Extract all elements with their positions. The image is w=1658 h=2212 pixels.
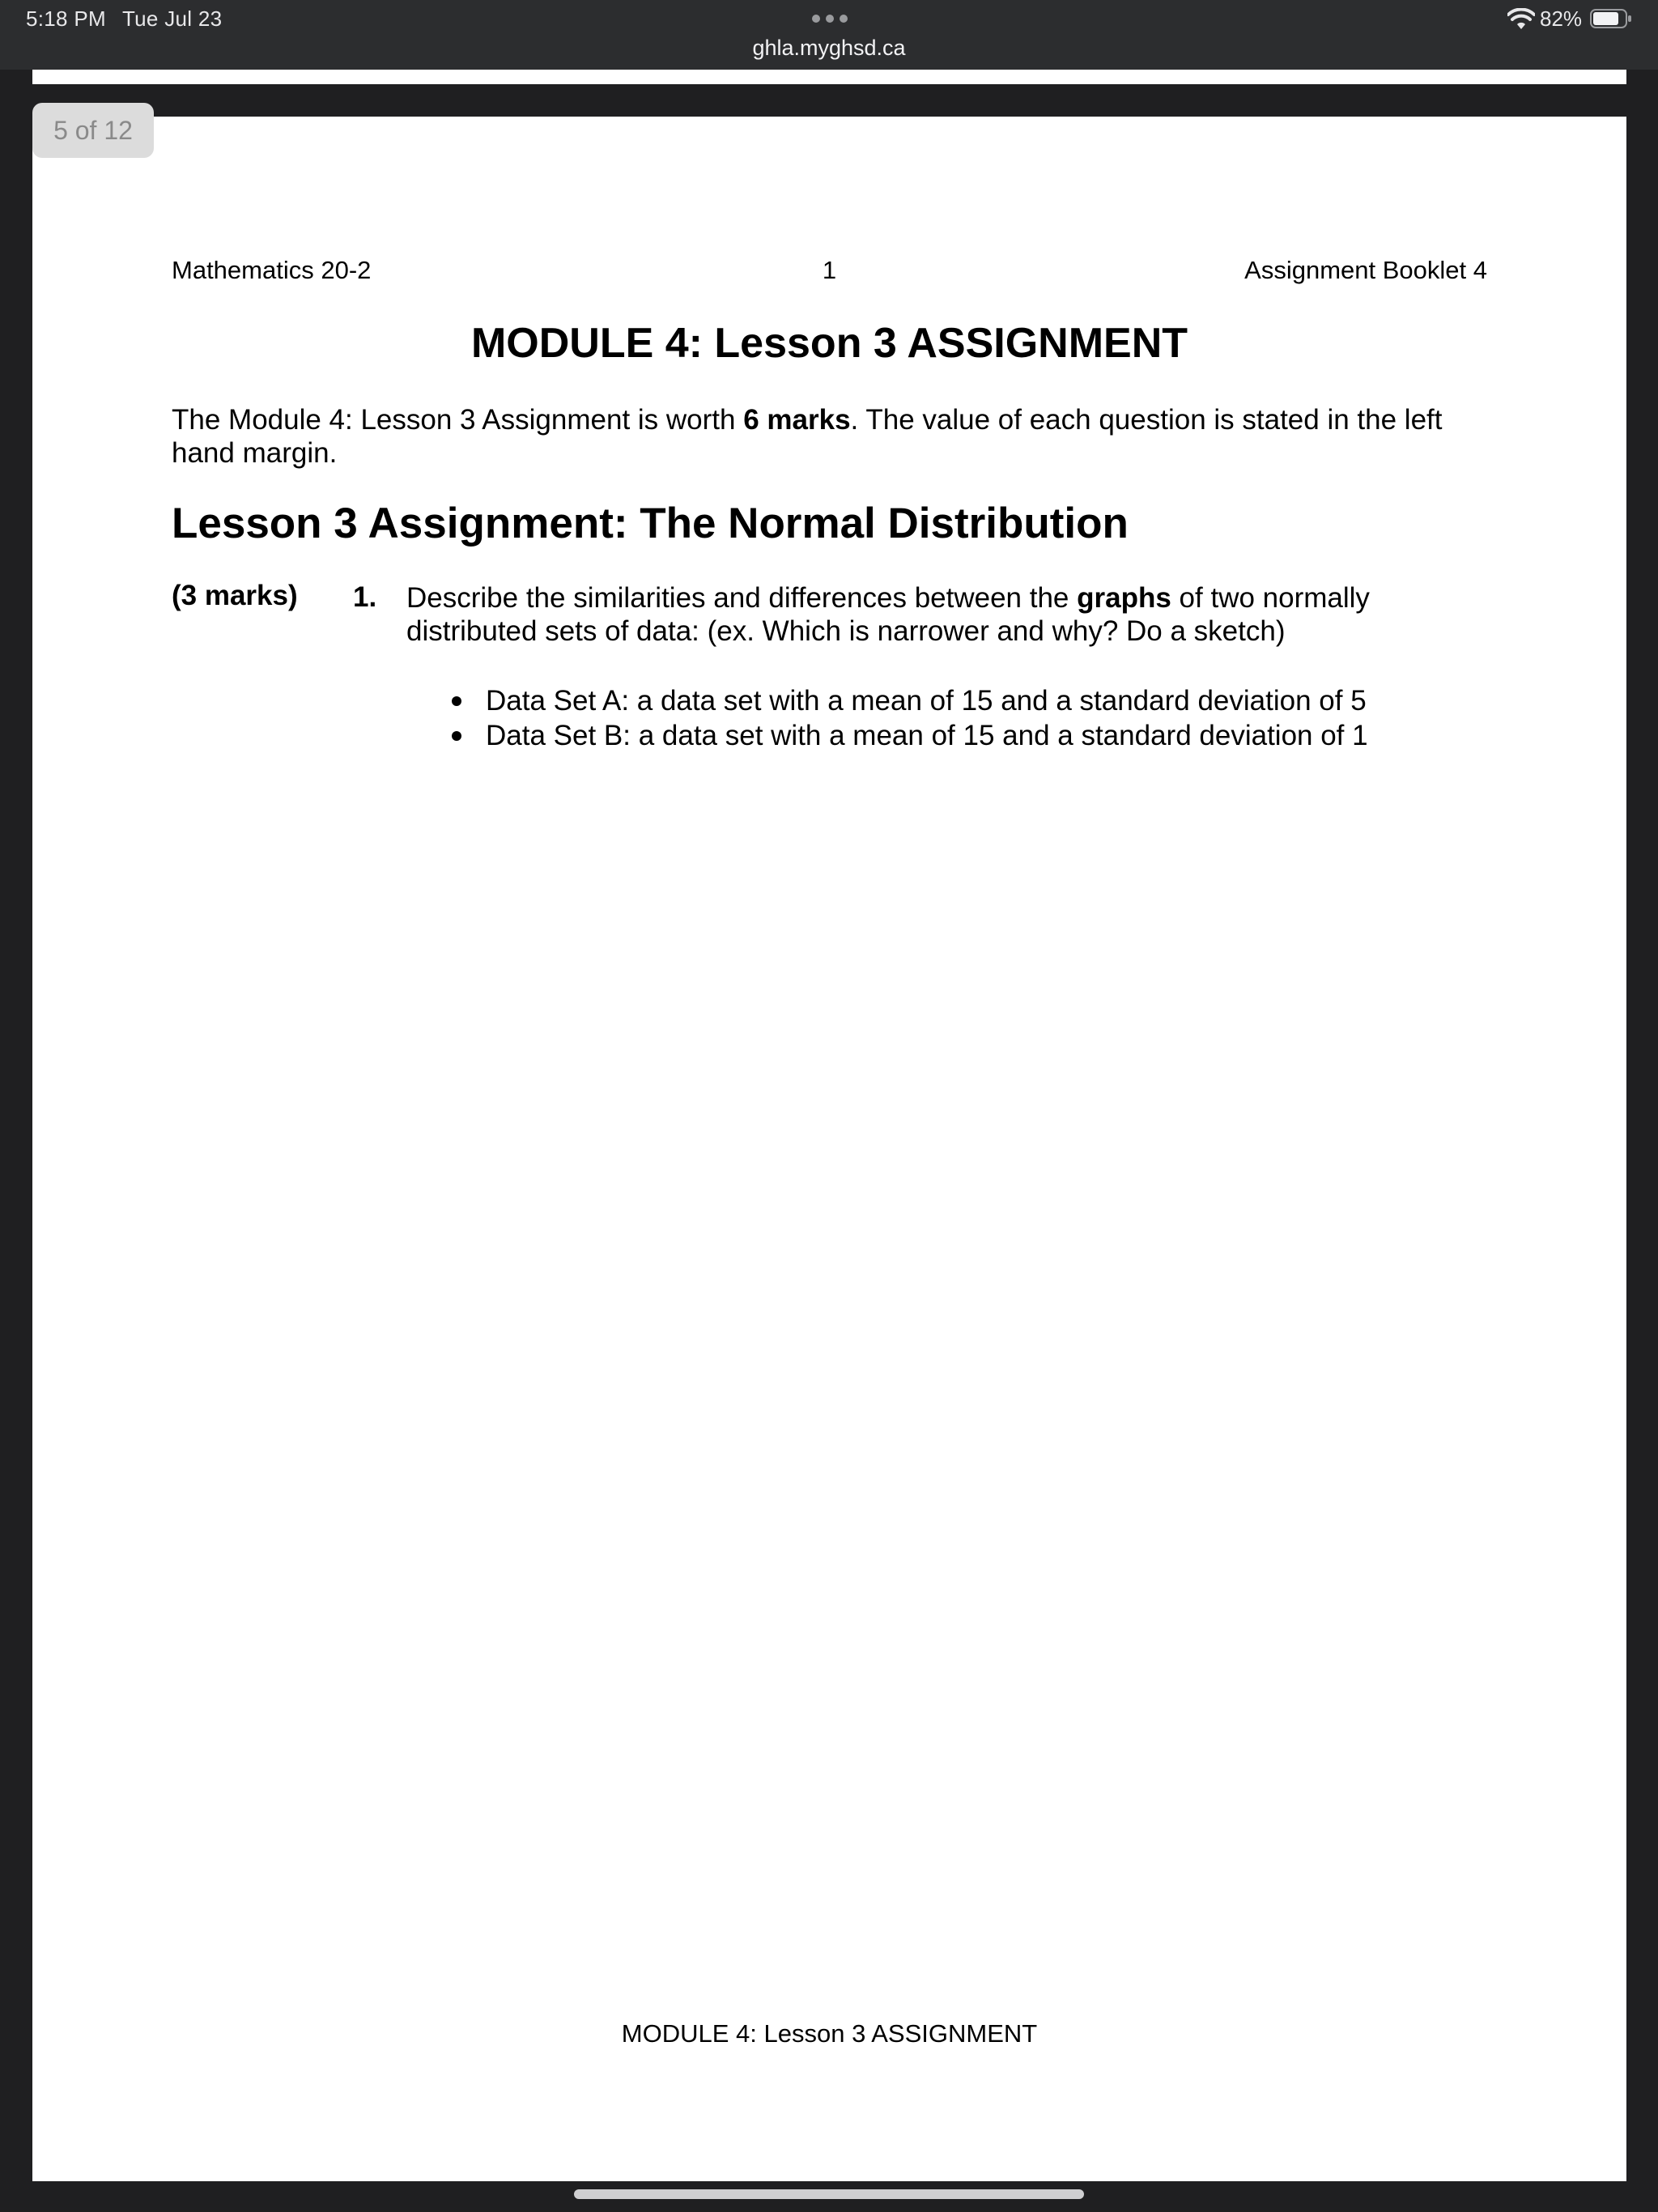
status-time: 5:18 PM — [26, 6, 106, 31]
intro-text-end: . The value of each question is stated in the left hand margin. — [172, 404, 1443, 469]
header-booklet: Assignment Booklet 4 — [1244, 256, 1487, 284]
bullet-icon — [452, 731, 461, 741]
header-course: Mathematics 20-2 — [172, 256, 372, 284]
browser-top-bar — [0, 0, 1658, 70]
intro-marks: 6 marks — [743, 404, 851, 436]
question-text — [406, 581, 1459, 648]
intro-paragraph — [172, 403, 1507, 470]
url-address[interactable]: ghla.myghsd.ca — [752, 36, 906, 60]
more-dots-icon[interactable] — [812, 15, 848, 23]
lesson-heading: Lesson 3 Assignment: The Normal Distribution — [172, 500, 1129, 547]
data-set-list — [452, 683, 1368, 753]
question-text-start: Describe the similarities and differences between the — [406, 582, 1078, 614]
page-footer: MODULE 4: Lesson 3 ASSIGNMENT — [621, 2019, 1038, 2048]
question-number: 1. — [353, 581, 377, 613]
assignment-title: MODULE 4: Lesson 3 ASSIGNMENT — [470, 320, 1188, 367]
list-item — [452, 683, 1368, 718]
page-indicator: 5 of 12 — [32, 103, 154, 158]
header-page-number: 1 — [822, 256, 837, 284]
intro-text-start: The Module 4: Lesson 3 Assignment is worth — [172, 404, 744, 436]
wifi-icon — [1507, 8, 1535, 31]
battery-percent: 82% — [1540, 6, 1583, 31]
list-item — [452, 718, 1368, 753]
data-set-a: Data Set A: a data set with a mean of 15 and a standard deviation of 5 — [486, 685, 1367, 717]
previous-page-edge[interactable] — [32, 70, 1626, 84]
document-content — [32, 117, 1626, 2181]
data-set-b: Data Set B: a data set with a mean of 15 and a standard deviation of 1 — [486, 720, 1368, 751]
question-text-graphs: graphs — [1077, 582, 1171, 614]
status-time-date — [26, 6, 222, 32]
status-date: Tue Jul 23 — [121, 6, 223, 31]
home-indicator[interactable] — [574, 2189, 1084, 2199]
question-marks: (3 marks) — [172, 580, 298, 611]
document-page[interactable] — [32, 117, 1626, 2181]
bullet-icon — [452, 696, 461, 706]
battery-icon — [1590, 9, 1632, 28]
question-text-end: of two normally distributed sets of data: (ex. Which is narrower and why? Do a sketch) — [406, 582, 1370, 647]
